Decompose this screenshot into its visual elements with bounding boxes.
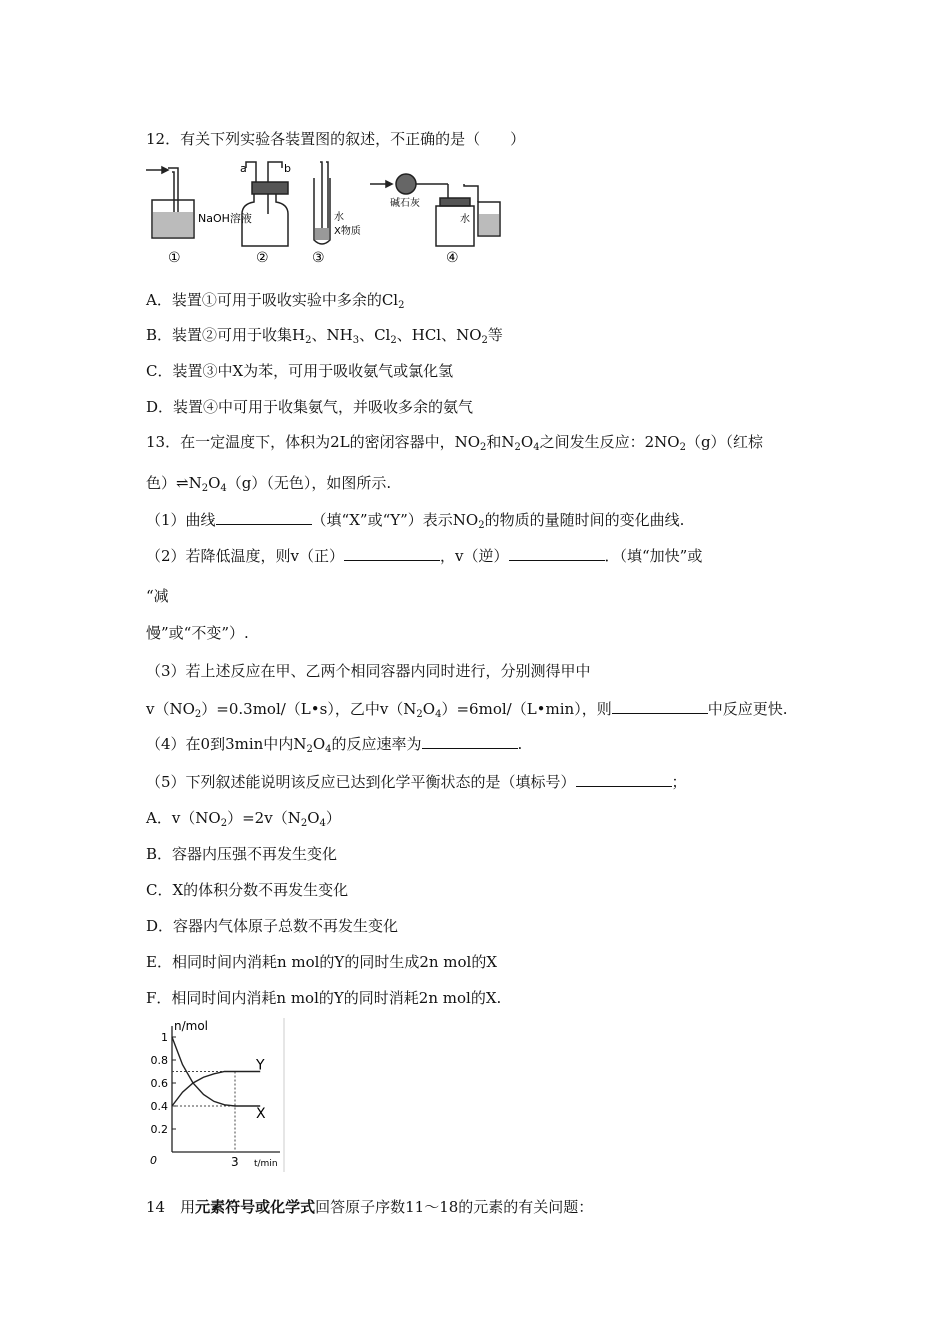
- q13-option-f: F．相同时间内消耗n mol的Y的同时消耗2n mol的X.: [146, 989, 502, 1007]
- q12-option-d: D．装置④中可用于收集氨气，并吸收多余的氨气: [146, 398, 474, 416]
- q12-option-b: B．装置②可用于收集$H_2$、$NH_3$、$Cl_2$、HCl、$NO_2$等: [146, 326, 503, 346]
- answer-blank[interactable]: [576, 772, 672, 787]
- q13-part1: （1）曲线 （填“X”或“Y”）表示$NO_2$的物质的量随时间的变化曲线.: [146, 511, 685, 531]
- y-tick-label: 0.2: [150, 1123, 168, 1136]
- q13-option-c: C．X的体积分数不再发生变化: [146, 881, 349, 899]
- q13-stem-line2: 色）$\rightleftharpoons N_2O_4(g)$（无色），如图所示.: [146, 474, 392, 494]
- q12-stem: 12．有关下列实验各装置图的叙述，不正确的是（ ）: [146, 130, 526, 148]
- n-vs-t-chart: [142, 1018, 286, 1172]
- q13-option-b: B．容器内压强不再发生变化: [146, 845, 338, 863]
- series-line-Y: [172, 1072, 260, 1107]
- y-tick-label: 0.8: [150, 1054, 168, 1067]
- answer-blank[interactable]: [612, 699, 708, 714]
- answer-blank[interactable]: [216, 510, 312, 525]
- y-axis-label: n/mol: [174, 1019, 209, 1033]
- svg-text:②: ②: [256, 250, 269, 266]
- q13-option-e: E．相同时间内消耗n mol的Y的同时生成2n mol的X: [146, 953, 498, 971]
- y-tick-label: 0.4: [150, 1100, 168, 1113]
- x-axis-label: t/min: [254, 1159, 278, 1169]
- q13-option-a: A．$v(NO_2)=2v(N_2O_4)$: [146, 809, 341, 829]
- answer-blank[interactable]: [509, 546, 605, 561]
- apparatus-1: [146, 167, 194, 238]
- q13-part2: （2）若降低温度，则v（正） ，v（逆） ．（填“加快”或: [146, 547, 703, 565]
- q13-option-d: D．容器内气体原子总数不再发生变化: [146, 917, 399, 935]
- series-label-X: X: [256, 1106, 266, 1122]
- q13-part3-cont: $v(NO_2)=0.3mol/(L•s)$，乙中$v(N_2O_4)=6mol/(L•\min)$，则 中反应更快.: [146, 700, 788, 720]
- apparatus-2: [242, 162, 288, 246]
- q12-option-c: C．装置③中X为苯，可用于吸收氨气或氯化氢: [146, 362, 454, 380]
- answer-blank[interactable]: [422, 734, 518, 749]
- svg-text:③: ③: [312, 250, 325, 266]
- q12-option-a: A．装置①可用于吸收实验中多余的$Cl_2$: [146, 291, 405, 311]
- q13-part2-cont: “减: [146, 587, 169, 605]
- svg-text:④: ④: [446, 250, 459, 266]
- q13-part4: （4）在0到3min中内$N_2O_4$的反应速率为 .: [146, 735, 523, 755]
- q14-stem: 14 用元素符号或化学式回答原子序数11～18的元素的有关问题：: [146, 1198, 594, 1216]
- apparatus-figure: [142, 158, 502, 270]
- naoh-label: NaOH溶液: [198, 212, 252, 225]
- apparatus-4: [370, 174, 500, 246]
- svg-text:碱石灰: 碱石灰: [390, 198, 420, 209]
- apparatus-3: [314, 162, 330, 244]
- series-label-Y: Y: [256, 1057, 265, 1074]
- svg-text:X物质: X物质: [334, 226, 361, 237]
- svg-text:水: 水: [334, 212, 344, 223]
- x-tick-label: 3: [231, 1155, 239, 1169]
- svg-text:a: a: [240, 162, 247, 175]
- svg-text:b: b: [284, 162, 291, 175]
- origin-label: 0: [150, 1154, 157, 1167]
- q13-part5: （5）下列叙述能说明该反应已达到化学平衡状态的是（填标号） ；: [146, 773, 687, 791]
- svg-text:①: ①: [168, 250, 181, 266]
- svg-text:水: 水: [460, 214, 470, 225]
- y-tick-label: 1: [161, 1031, 168, 1044]
- answer-blank[interactable]: [344, 546, 440, 561]
- q13-stem-line1: 13．在一定温度下，体积为2L的密闭容器中，$NO_2$和$N_2O_4$之间发生反应：$2NO_2(g)$（红棕: [146, 433, 764, 453]
- y-tick-label: 0.6: [150, 1077, 168, 1090]
- q13-part3: （3）若上述反应在甲、乙两个相同容器内同时进行，分别测得甲中: [146, 662, 591, 680]
- q13-part2-cont2: 慢”或“不变”）.: [146, 624, 249, 642]
